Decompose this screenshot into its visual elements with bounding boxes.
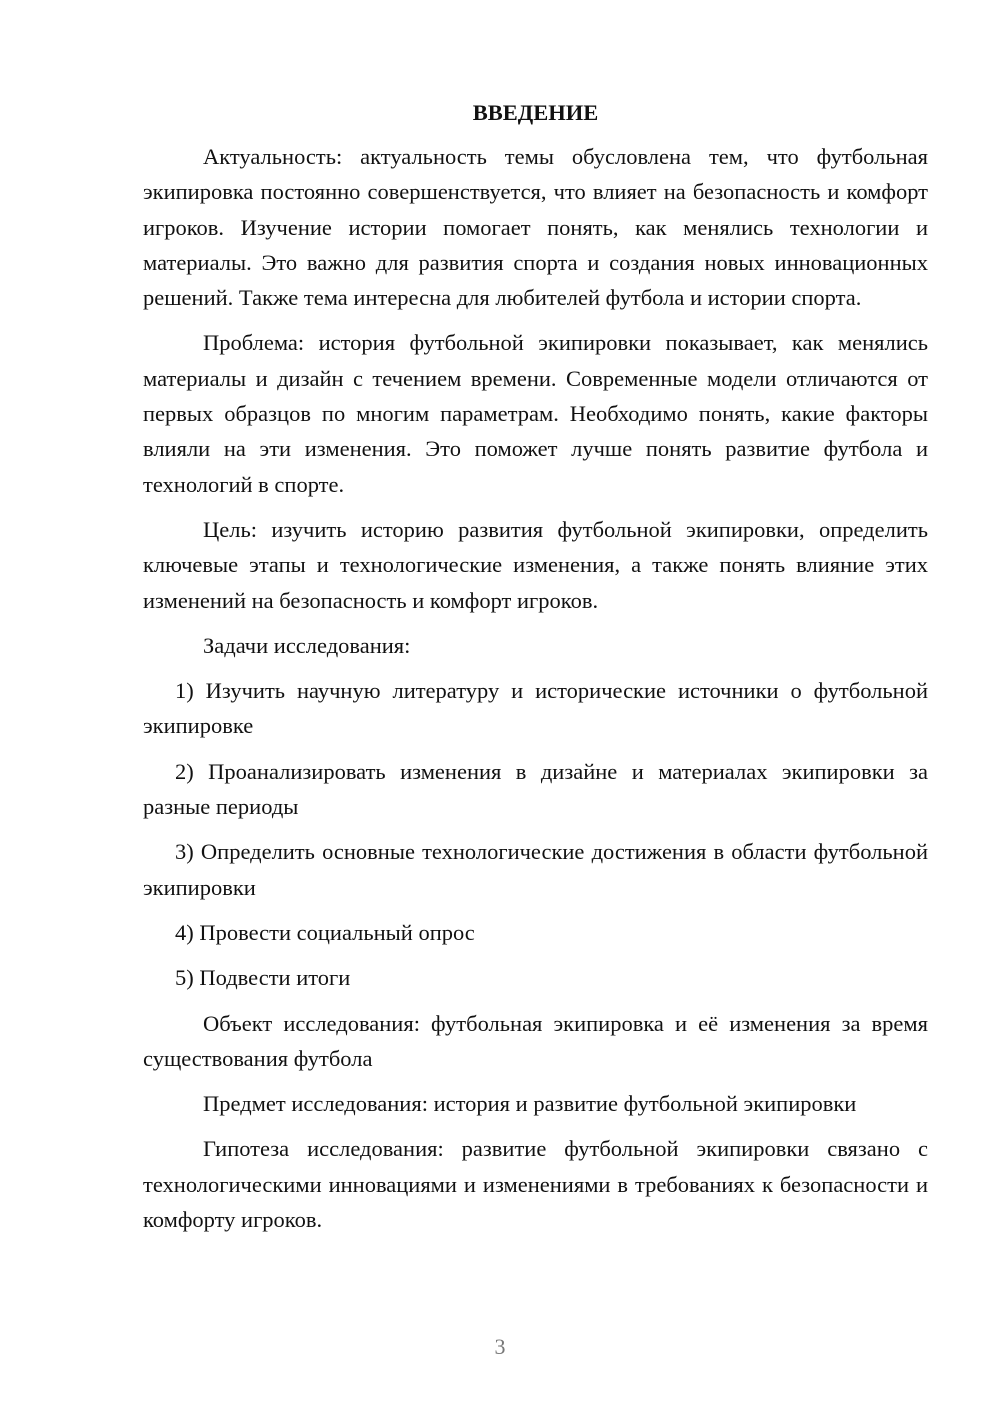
- task-item: 1) Изучить научную литературу и исторические источники о футбольной экипировке: [143, 678, 928, 739]
- task-item: 2) Проанализировать изменения в дизайне и материалах экипировки за разные периоды: [143, 758, 928, 820]
- problem-paragraph: Проблема: история футбольной экипировки показывает, как менялись материалы и дизайн с течением времени. Современные модели отличаются от первых образцов по многим параметрам. Необходимо понять, какие факторы влияли на эти изменения. Это поможет лучше понять развитие футбола и технологий в спорте.: [143, 330, 928, 497]
- relevance-paragraph: Актуальность: актуальность темы обусловлена тем, что футбольная экипировка постоянно совершенствуется, что влияет на безопасность и комфорт игроков. Изучение истории помогает понять, как менялись технологии и материалы. Это важно для развития спорта и создания новых инновационных решений. Также тема интересна для любителей футбола и истории спорта.: [143, 144, 928, 311]
- page-number: 3: [494, 1334, 506, 1359]
- task-item: 5) Подвести итоги: [175, 965, 351, 991]
- object-paragraph: Объект исследования: футбольная экипировка и её изменения за время существования футбола: [143, 1010, 928, 1071]
- goal-paragraph: Цель: изучить историю развития футбольной экипировки, определить ключевые этапы и технологические изменения, а также понять влияние этих изменений на безопасность и комфорт игроков.: [143, 516, 928, 613]
- tasks-heading: Задачи исследования:: [203, 632, 411, 658]
- section-title: ВВЕДЕНИЕ: [472, 100, 599, 125]
- task-item: 4) Провести социальный опрос: [175, 919, 475, 945]
- hypothesis-paragraph: Гипотеза исследования: развитие футбольной экипировки связано с технологическими инновациями и изменениями в требованиях к безопасности и комфорту игроков.: [143, 1136, 928, 1233]
- task-item: 3) Определить основные технологические достижения в области футбольной экипировки: [143, 839, 928, 900]
- subject-paragraph: Предмет исследования: история и развитие футбольной экипировки: [203, 1091, 857, 1117]
- document-body: [143, 95, 928, 1247]
